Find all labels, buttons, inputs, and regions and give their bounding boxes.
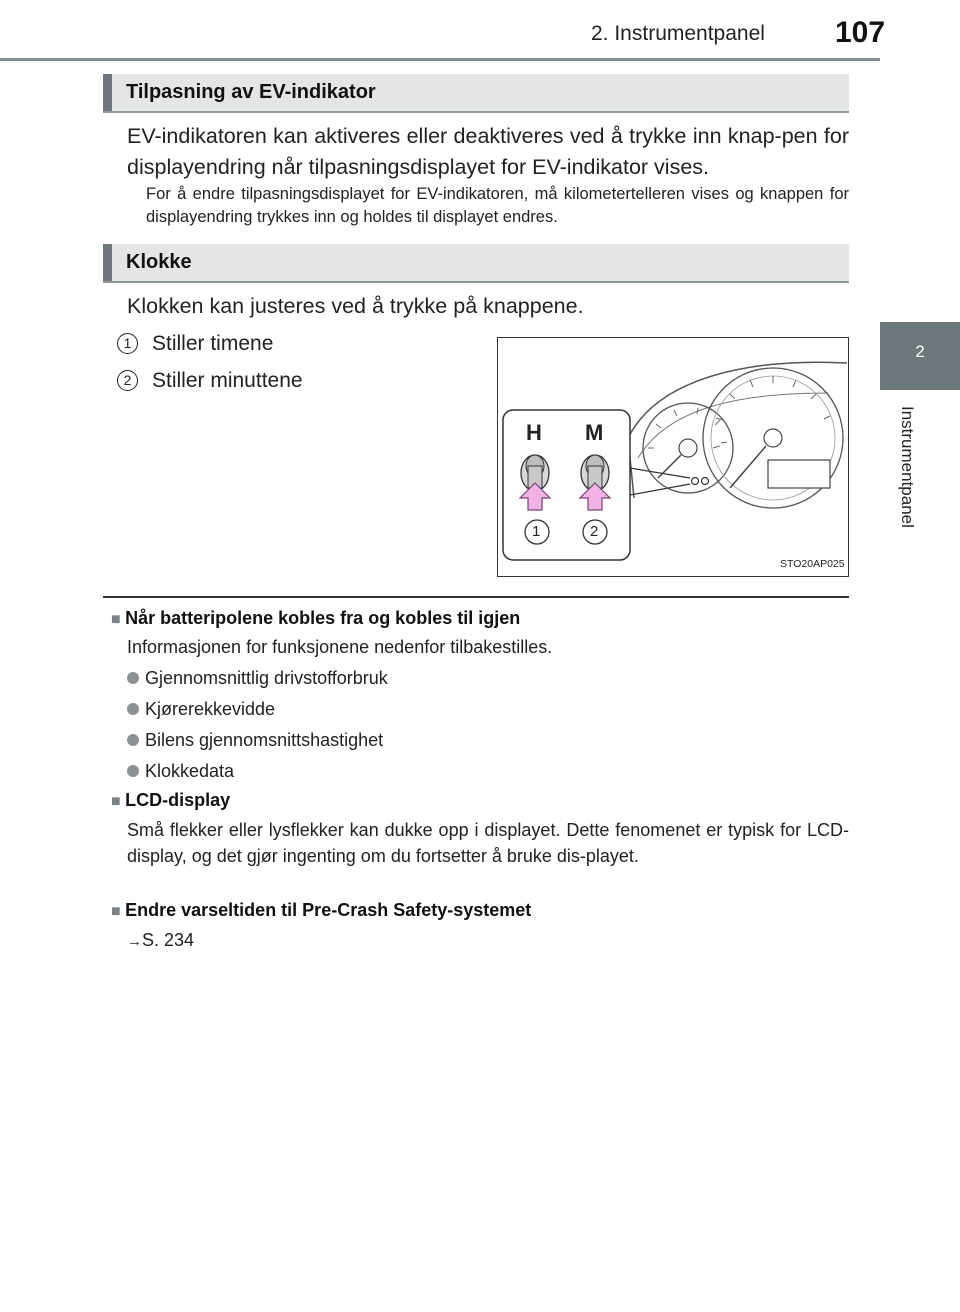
note-heading: Endre varseltiden til Pre-Crash Safety-systemet — [125, 900, 532, 920]
list-item-text: Gjennomsnittlig drivstofforbruk — [145, 668, 388, 688]
callout-number: 2 — [117, 370, 138, 391]
button-label-m: M — [585, 420, 604, 445]
chapter-tab-label-text: Instrumentpanel — [898, 406, 917, 528]
figure-code: STO20AP025 — [780, 558, 845, 570]
bullet-icon — [127, 703, 139, 715]
section-divider — [103, 596, 849, 598]
list-item-text: Bilens gjennomsnittshastighet — [145, 730, 384, 750]
clock-body: Klokken kan justeres ved å trykke på knappene. — [127, 294, 584, 318]
section-heading-text: Klokke — [126, 251, 192, 273]
note-text: Informasjonen for funksjonene nedenfor tilbakestilles. — [127, 637, 553, 657]
list-item — [127, 758, 234, 784]
header-divider — [0, 58, 880, 61]
note-heading: Når batteripolene kobles fra og kobles til igjen — [125, 608, 521, 628]
bullet-icon — [127, 734, 139, 746]
figure-callout-1: 1 — [532, 523, 541, 540]
page-reference[interactable] — [127, 927, 194, 955]
arrow-right-icon: → — [127, 933, 142, 950]
ev-indicator-body: EV-indikatoren kan aktiveres eller deaktiveres ved å trykke inn knap-pen for displayendring når tilpasningsdisplayet for EV-indikator vises. — [127, 124, 849, 179]
bullet-icon — [127, 765, 139, 777]
figure-callout-2: 2 — [590, 523, 599, 540]
square-bullet-icon: ■ — [111, 903, 121, 920]
list-item — [127, 696, 275, 722]
page-reference-text: S. 234 — [142, 930, 195, 950]
chapter-title: 2. Instrumentpanel — [591, 22, 765, 45]
chapter-tab-label — [893, 406, 933, 576]
square-bullet-icon: ■ — [111, 793, 121, 810]
heading-bar — [103, 244, 112, 281]
note-lcd — [111, 790, 230, 811]
page-number: 107 — [835, 16, 886, 49]
list-item — [127, 665, 388, 691]
clock-buttons-figure — [497, 337, 849, 577]
section-heading-clock — [103, 244, 849, 283]
bullet-icon — [127, 672, 139, 684]
note-heading: LCD-display — [125, 790, 231, 810]
ev-indicator-note: For å endre tilpasningsdisplayet for EV-indikatoren, må kilometertelleren vises og knappen for displayendring trykkes inn og holdes til displayet endres. — [146, 185, 849, 226]
heading-bar — [103, 74, 112, 111]
section-heading-text: Tilpasning av EV-indikator — [126, 81, 376, 103]
list-item-text: Klokkedata — [145, 761, 235, 781]
button-label-h: H — [526, 420, 542, 445]
list-item — [127, 727, 383, 753]
list-item-text: Kjørerekkevidde — [145, 699, 276, 719]
note-batteri — [111, 608, 520, 629]
callout-number: 1 — [117, 333, 138, 354]
square-bullet-icon: ■ — [111, 611, 121, 628]
clock-item-minutes: Stiller minuttene — [152, 369, 303, 392]
chapter-tab-number: 2 — [915, 342, 925, 361]
note-text: Små flekker eller lysflekker kan dukke opp i displayet. Dette fenomenet er typisk for LCD-display, og det gjør ingenting om du fortsetter å bruke dis-playet. — [127, 820, 849, 866]
note-pre-crash — [111, 900, 531, 921]
clock-item-hours: Stiller timene — [152, 332, 274, 355]
instrument-cluster-illustration — [498, 338, 847, 575]
section-heading-ev-indicator — [103, 74, 849, 113]
